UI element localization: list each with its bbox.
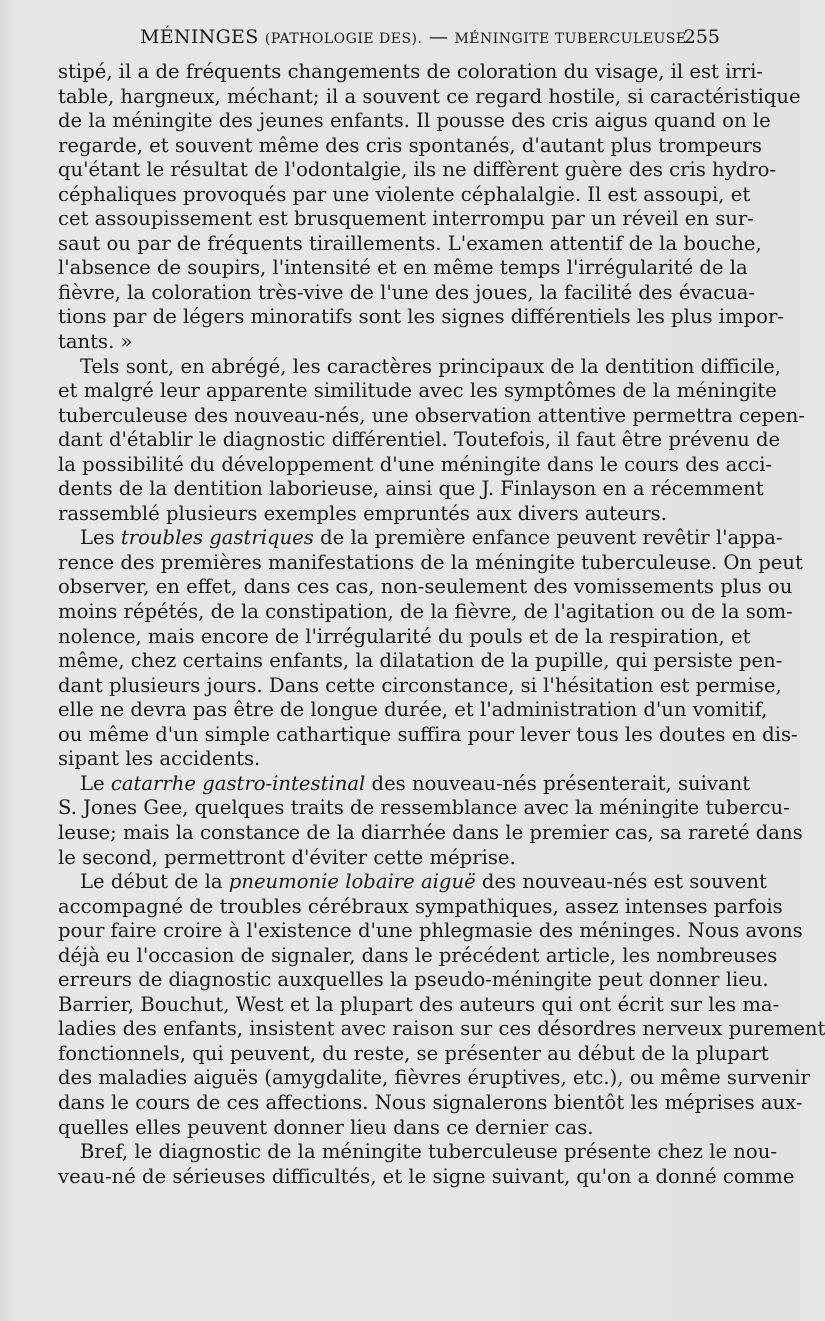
text-line (58, 870, 767, 895)
text-line: regarde, et souvent même des cris spontanés, d'autant plus trompeurs (58, 133, 762, 157)
text-line: déjà eu l'occasion de signaler, dans le précédent article, les nombreuses (58, 943, 778, 967)
text-line: fonctionnels, qui peuvent, du reste, se présenter au début de la plupart (58, 1041, 769, 1065)
text-line: ou même d'un simple cathartique suffira pour lever tous les doutes en dis- (58, 722, 798, 746)
italic-term: troubles gastriques (120, 526, 314, 550)
text-line (58, 526, 783, 551)
running-title (140, 24, 692, 52)
text-line: dans le cours de ces affections. Nous signalerons bientôt les méprises aux- (58, 1090, 803, 1114)
text-line: tions par de légers minoratifs sont les signes différentiels les plus impor- (58, 305, 784, 329)
text-line: stipé, il a de fréquents changements de coloration du visage, il est irri- (58, 60, 764, 83)
header-section: MÉNINGITE TUBERCULEUSE. (454, 31, 692, 47)
line-text: des nouveau-nés est souvent (475, 870, 767, 894)
line-text: des nouveau-nés présenterait, suivant (365, 771, 751, 795)
text-line: le second, permettront d'éviter cette méprise. (58, 845, 516, 869)
text-line: erreurs de diagnostic auxquelles la pseudo-méningite peut donner lieu. (58, 968, 769, 992)
text-line: qu'étant le résultat de l'odontalgie, ils ne diffèrent guère des cris hydro- (58, 158, 777, 182)
text-line: veau-né de sérieuses difficultés, et le signe suivant, qu'on a donné comme (58, 1164, 795, 1188)
text-line: accompagné de troubles cérébraux sympathiques, assez intenses parfois (58, 894, 783, 918)
running-header (58, 24, 720, 50)
line-text: Les (80, 526, 121, 550)
text-line: pour faire croire à l'existence d'une phlegmasie des méninges. Nous avons (58, 919, 803, 943)
text-line (58, 771, 751, 797)
text-line: dant plusieurs jours. Dans cette circonstance, si l'hésitation est permise, (58, 673, 782, 697)
text-line: tuberculeuse des nouveau-nés, une observation attentive permettra cepen- (58, 403, 806, 427)
text-line: céphaliques provoqués par une violente céphalalgie. Il est assoupi, et (58, 182, 751, 206)
text-line: ladies des enfants, insistent avec raison sur ces désordres nerveux purement (58, 1017, 825, 1041)
line-text: de la première enfance peuvent revêtir l'appa- (313, 526, 783, 550)
text-line: S. Jones Gee, quelques traits de ressemblance avec la méningite tubercu- (58, 796, 790, 820)
header-paren: (PATHOLOGIE DES). (264, 31, 423, 47)
text-line: cet assoupissement est brusquement interrompu par un réveil en sur- (58, 207, 754, 231)
text-line: de la méningite des jeunes enfants. Il pousse des cris aigus quand on le (58, 109, 771, 133)
text-line: Barrier, Bouchut, West et la plupart des auteurs qui ont écrit sur les ma- (58, 992, 780, 1016)
text-line: l'absence de soupirs, l'intensité et en même temps l'irrégularité de la (58, 256, 748, 280)
text-line: Bref, le diagnostic de la méningite tuberculeuse présente chez le nou- (80, 1140, 777, 1164)
text-line: dant d'établir le diagnostic différentiel. Toutefois, il faut être prévenu de (58, 428, 781, 452)
line-text: Le début de la (80, 870, 229, 894)
text-line: leuse; mais la constance de la diarrhée dans le premier cas, sa rareté dans (58, 820, 803, 844)
text-line: nolence, mais encore de l'irrégularité du pouls et de la respiration, et (58, 624, 751, 648)
text-line: elle ne devra pas être de longue durée, et l'administration d'un vomitif, (58, 698, 768, 722)
text-line: dents de la dentition laborieuse, ainsi que J. Finlayson en a récemment (58, 477, 764, 501)
text-line: saut ou par de fréquents tiraillements. L'examen attentif de la bouche, (58, 231, 762, 255)
italic-term: pneumonie lobaire aiguë (228, 870, 476, 894)
page-number: 255 (683, 26, 720, 48)
italic-term: catarrhe gastro-intestinal (110, 771, 366, 795)
text-line: et malgré leur apparente similitude avec les symptômes de la méningite (58, 379, 777, 403)
header-dash: — (428, 26, 449, 48)
body-text (58, 60, 825, 1189)
text-line: des maladies aiguës (amygdalite, fièvres éruptives, etc.), ou même survenir (58, 1066, 810, 1090)
text-line: la possibilité du développement d'une méningite dans le cours des acci- (58, 452, 773, 476)
text-line: Tels sont, en abrégé, les caractères principaux de la dentition difficile, (80, 354, 781, 378)
header-main: MÉNINGES (140, 26, 259, 48)
text-line: sipant les accidents. (58, 747, 261, 771)
text-line: tants. » (58, 330, 133, 354)
text-line: observer, en effet, dans ces cas, non-seulement des vomissements plus ou (58, 575, 793, 599)
text-line: quelles elles peuvent donner lieu dans ce dernier cas. (58, 1115, 594, 1139)
text-line: rence des premières manifestations de la méningite tuberculeuse. On peut (58, 550, 803, 574)
text-line: même, chez certains enfants, la dilatation de la pupille, qui persiste pen- (58, 649, 783, 673)
text-line: table, hargneux, méchant; il a souvent ce regard hostile, si caractéristique (58, 84, 801, 108)
text-line: fièvre, la coloration très-vive de l'une des joues, la facilité des évacua- (58, 280, 756, 304)
line-text: Le (80, 771, 111, 795)
text-line: moins répétés, de la constipation, de la fièvre, de l'agitation ou de la som- (58, 600, 793, 624)
text-line: rassemblé plusieurs exemples empruntés aux divers auteurs. (58, 501, 667, 525)
